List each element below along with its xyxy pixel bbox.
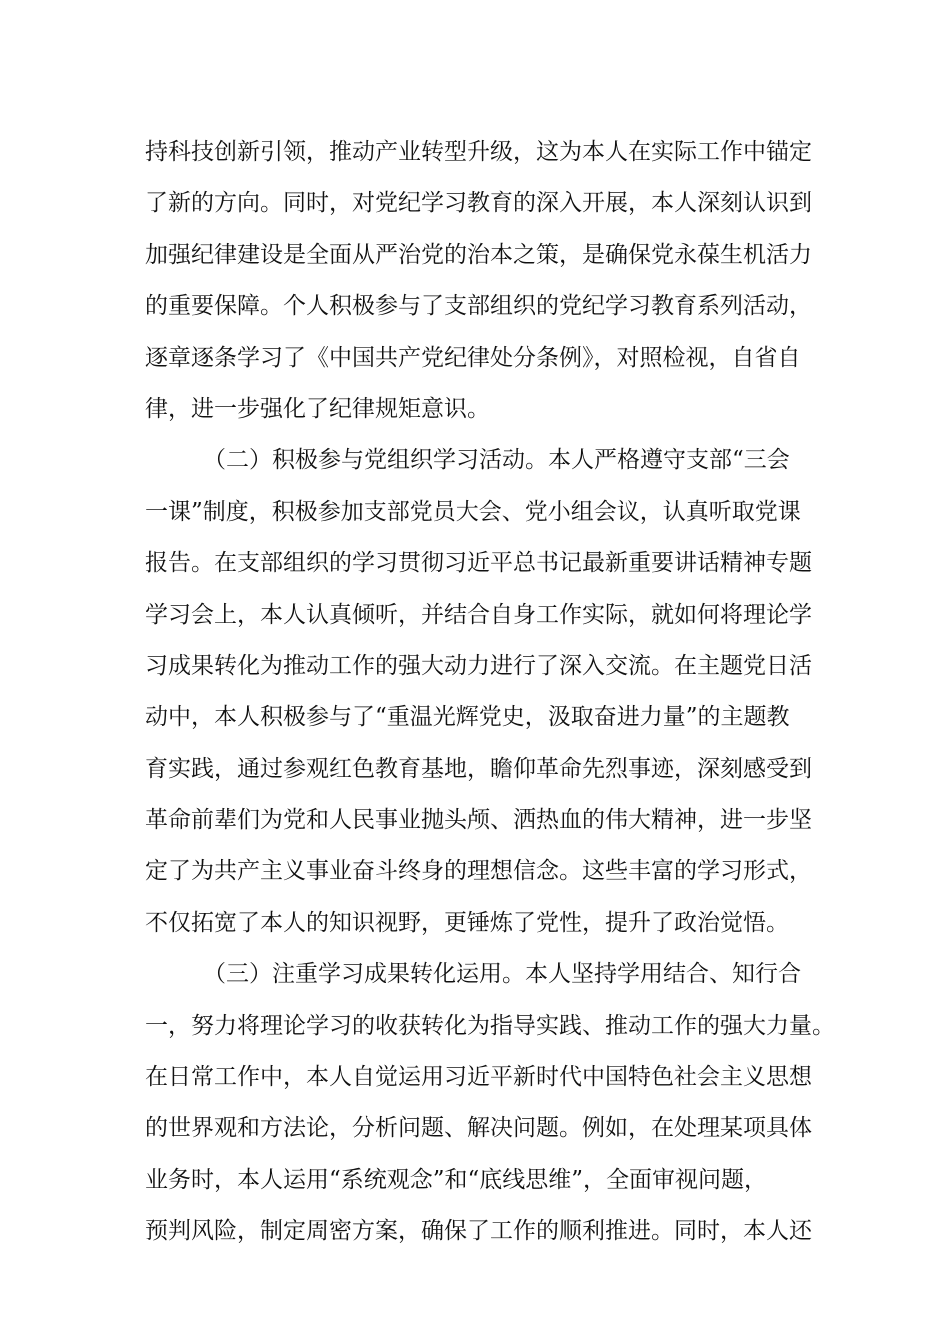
p2-line-9: 定了为共产主义事业奋斗终身的理想信念。这些丰富的学习形式， xyxy=(145,858,812,885)
p2-line-6: 动中，本人积极参与了“重温光辉党史，汲取奋进力量”的主题教 xyxy=(145,704,790,731)
p3-line-1: （三）注重学习成果转化运用。本人坚持学用结合、知行合 xyxy=(203,961,801,988)
p2-line-8: 革命前辈们为党和人民事业抛头颅、洒热血的伟大精神，进一步坚 xyxy=(145,807,812,834)
p1-line-3: 加强纪律建设是全面从严治党的治本之策，是确保党永葆生机活力 xyxy=(145,241,812,268)
p2-line-2: 一课”制度，积极参加支部党员大会、党小组会议，认真听取党课 xyxy=(145,498,801,525)
p3-line-6: 预判风险，制定周密方案，确保了工作的顺利推进。同时，本人还 xyxy=(145,1218,812,1245)
p1-line-2: 了新的方向。同时，对党纪学习教育的深入开展，本人深刻认识到 xyxy=(145,190,812,217)
p2-line-10: 不仅拓宽了本人的知识视野，更锤炼了党性，提升了政治觉悟。 xyxy=(145,909,789,936)
p1-line-4: 的重要保障。个人积极参与了支部组织的党纪学习教育系列活动， xyxy=(145,293,812,320)
p2-line-7: 育实践，通过参观红色教育基地，瞻仰革命先烈事迹，深刻感受到 xyxy=(145,755,812,782)
p3-line-2: 一，努力将理论学习的收获转化为指导实践、推动工作的强大力量。 xyxy=(145,1012,835,1039)
p2-line-1: （二）积极参与党组织学习活动。本人严格遵守支部“三会 xyxy=(203,447,790,474)
p2-line-5: 习成果转化为推动工作的强大动力进行了深入交流。在主题党日活 xyxy=(145,652,812,679)
p3-line-4: 的世界观和方法论，分析问题、解决问题。例如，在处理某项具体 xyxy=(145,1115,812,1142)
p1-line-1: 持科技创新引领，推动产业转型升级，这为本人在实际工作中锚定 xyxy=(145,139,812,165)
p1-line-6: 律，进一步强化了纪律规矩意识。 xyxy=(145,395,490,422)
p2-line-3: 报告。在支部组织的学习贯彻习近平总书记最新重要讲话精神专题 xyxy=(145,550,812,577)
p2-line-4: 学习会上，本人认真倾听，并结合自身工作实际，就如何将理论学 xyxy=(145,601,812,628)
p3-line-3: 在日常工作中，本人自觉运用习近平新时代中国特色社会主义思想 xyxy=(145,1064,812,1091)
p1-line-5: 逐章逐条学习了《中国共产党纪律处分条例》，对照检视，自省自 xyxy=(145,344,801,371)
p3-line-5: 业务时，本人运用“系统观念”和“底线思维”，全面审视问题， xyxy=(145,1166,768,1193)
document-body xyxy=(145,127,835,1258)
